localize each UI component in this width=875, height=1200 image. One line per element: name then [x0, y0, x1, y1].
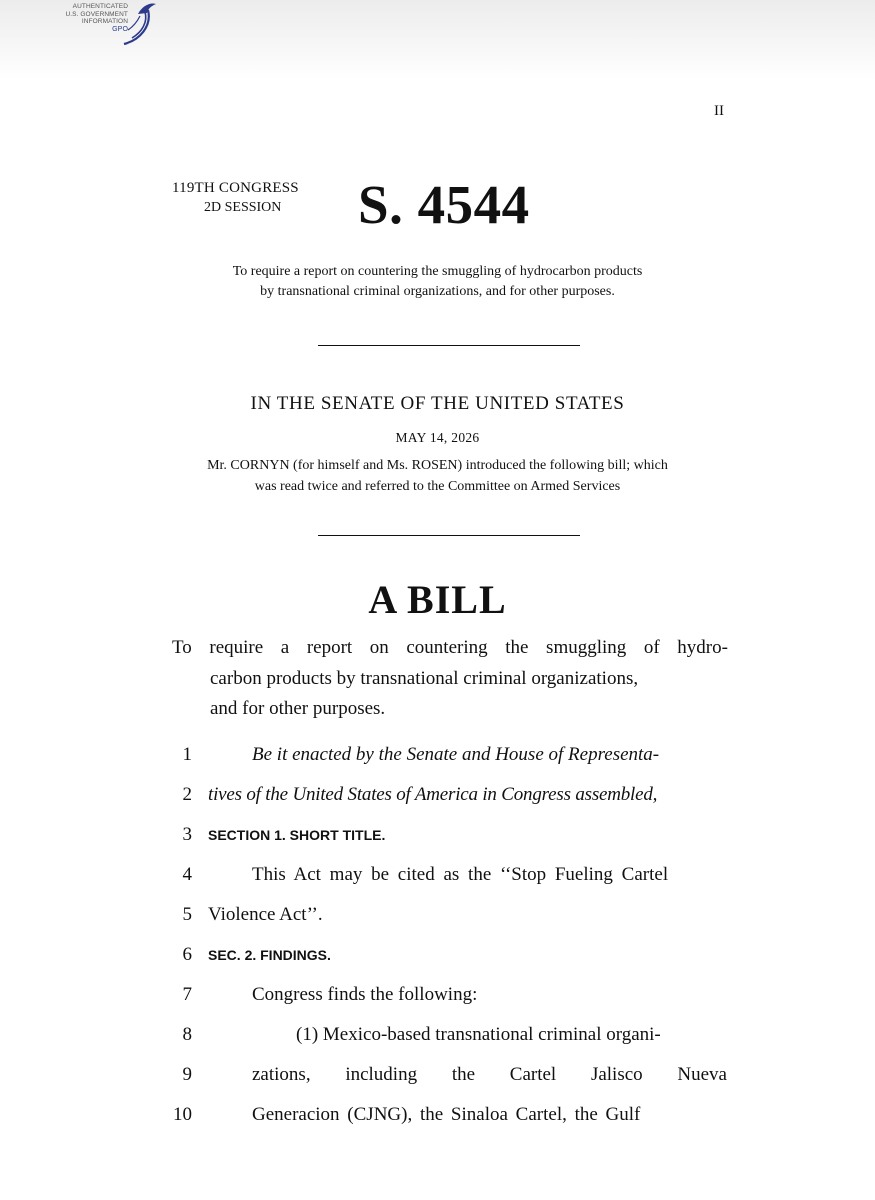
short-title-line: To require a report on countering the smuggling of hydrocarbon products — [232, 264, 643, 279]
bill-text-word: including — [345, 1064, 418, 1085]
long-title-word: report — [306, 637, 353, 658]
long-title — [172, 633, 728, 725]
line-number: 2 — [182, 784, 192, 805]
enacting-clause-line: Be it enacted by the Senate and House of Representa- — [252, 744, 660, 765]
divider-rule — [318, 535, 580, 536]
bill-number: S. 4544 — [358, 174, 530, 235]
long-title-first-line — [172, 633, 728, 664]
gpo-logo-line: INFORMATION — [81, 18, 128, 25]
introduction-line: was read twice and referred to the Committee on Armed Services — [254, 479, 621, 494]
introduction-statement — [0, 455, 875, 497]
line-number: 5 — [182, 904, 192, 925]
bill-text-word: zations, — [252, 1064, 311, 1085]
long-title-word: countering — [406, 637, 488, 658]
long-title-word: the — [505, 637, 529, 658]
bill-text-line — [252, 1064, 727, 1086]
long-title-word: of — [643, 637, 660, 658]
line-number: 4 — [182, 864, 192, 885]
gpo-logo-abbr: GPO — [112, 25, 128, 33]
gpo-logo-line: U.S. GOVERNMENT — [65, 10, 128, 18]
bill-text-word: Jalisco — [590, 1064, 643, 1085]
a-bill-heading: A BILL — [368, 577, 507, 622]
line-number: 6 — [182, 944, 192, 965]
bill-text-word: Nueva — [677, 1064, 727, 1085]
page-marker: II — [714, 103, 724, 119]
congress-number: 119TH CONGRESS — [172, 180, 299, 196]
short-title — [0, 262, 875, 302]
line-number: 1 — [182, 744, 192, 765]
long-title-word: smuggling — [546, 637, 627, 658]
introduction-date: MAY 14, 2026 — [395, 430, 480, 445]
introduction-line: Mr. CORNYN (for himself and Ms. ROSEN) introduced the following bill; which — [207, 458, 668, 473]
long-title-line: and for other purposes. — [210, 698, 386, 720]
long-title-line: carbon products by transnational criminal organizations, — [210, 667, 639, 689]
bill-text-line: Congress finds the following: — [252, 984, 478, 1005]
bill-text-word: the — [451, 1064, 476, 1085]
line-number: 3 — [182, 824, 192, 845]
line-number: 9 — [182, 1064, 192, 1085]
section-heading: SEC. 2. FINDINGS. — [208, 947, 331, 963]
long-title-word: hydro- — [677, 637, 728, 658]
bill-text-word: Cartel — [509, 1064, 557, 1085]
bill-text-line: (1) Mexico-based transnational criminal organi- — [296, 1024, 661, 1045]
long-title-word: on — [369, 637, 389, 658]
gpo-eagle-icon — [118, 0, 158, 48]
gpo-logo-line: AUTHENTICATED — [72, 3, 128, 10]
divider-rule — [318, 345, 580, 346]
long-title-word: a — [280, 637, 290, 658]
short-title-line: by transnational criminal organizations, and for other purposes. — [260, 284, 615, 299]
long-title-word: To — [172, 637, 192, 658]
congress-session: 2D SESSION — [204, 200, 282, 215]
line-number: 8 — [182, 1024, 192, 1045]
line-number: 7 — [182, 984, 192, 1005]
gpo-authentication-logo — [54, 3, 128, 33]
senate-heading: IN THE SENATE OF THE UNITED STATES — [250, 393, 625, 414]
enacting-clause-line: tives of the United States of America in Congress assembled, — [208, 784, 658, 805]
bill-text-line: This Act may be cited as the ‘‘Stop Fueling Cartel — [252, 864, 669, 885]
bill-text-line: Generacion (CJNG), the Sinaloa Cartel, the Gulf — [252, 1104, 641, 1125]
bill-text-line: Violence Act’’. — [208, 904, 323, 925]
section-heading: SECTION 1. SHORT TITLE. — [208, 827, 386, 843]
long-title-word: require — [209, 637, 264, 658]
line-number: 10 — [173, 1104, 192, 1125]
